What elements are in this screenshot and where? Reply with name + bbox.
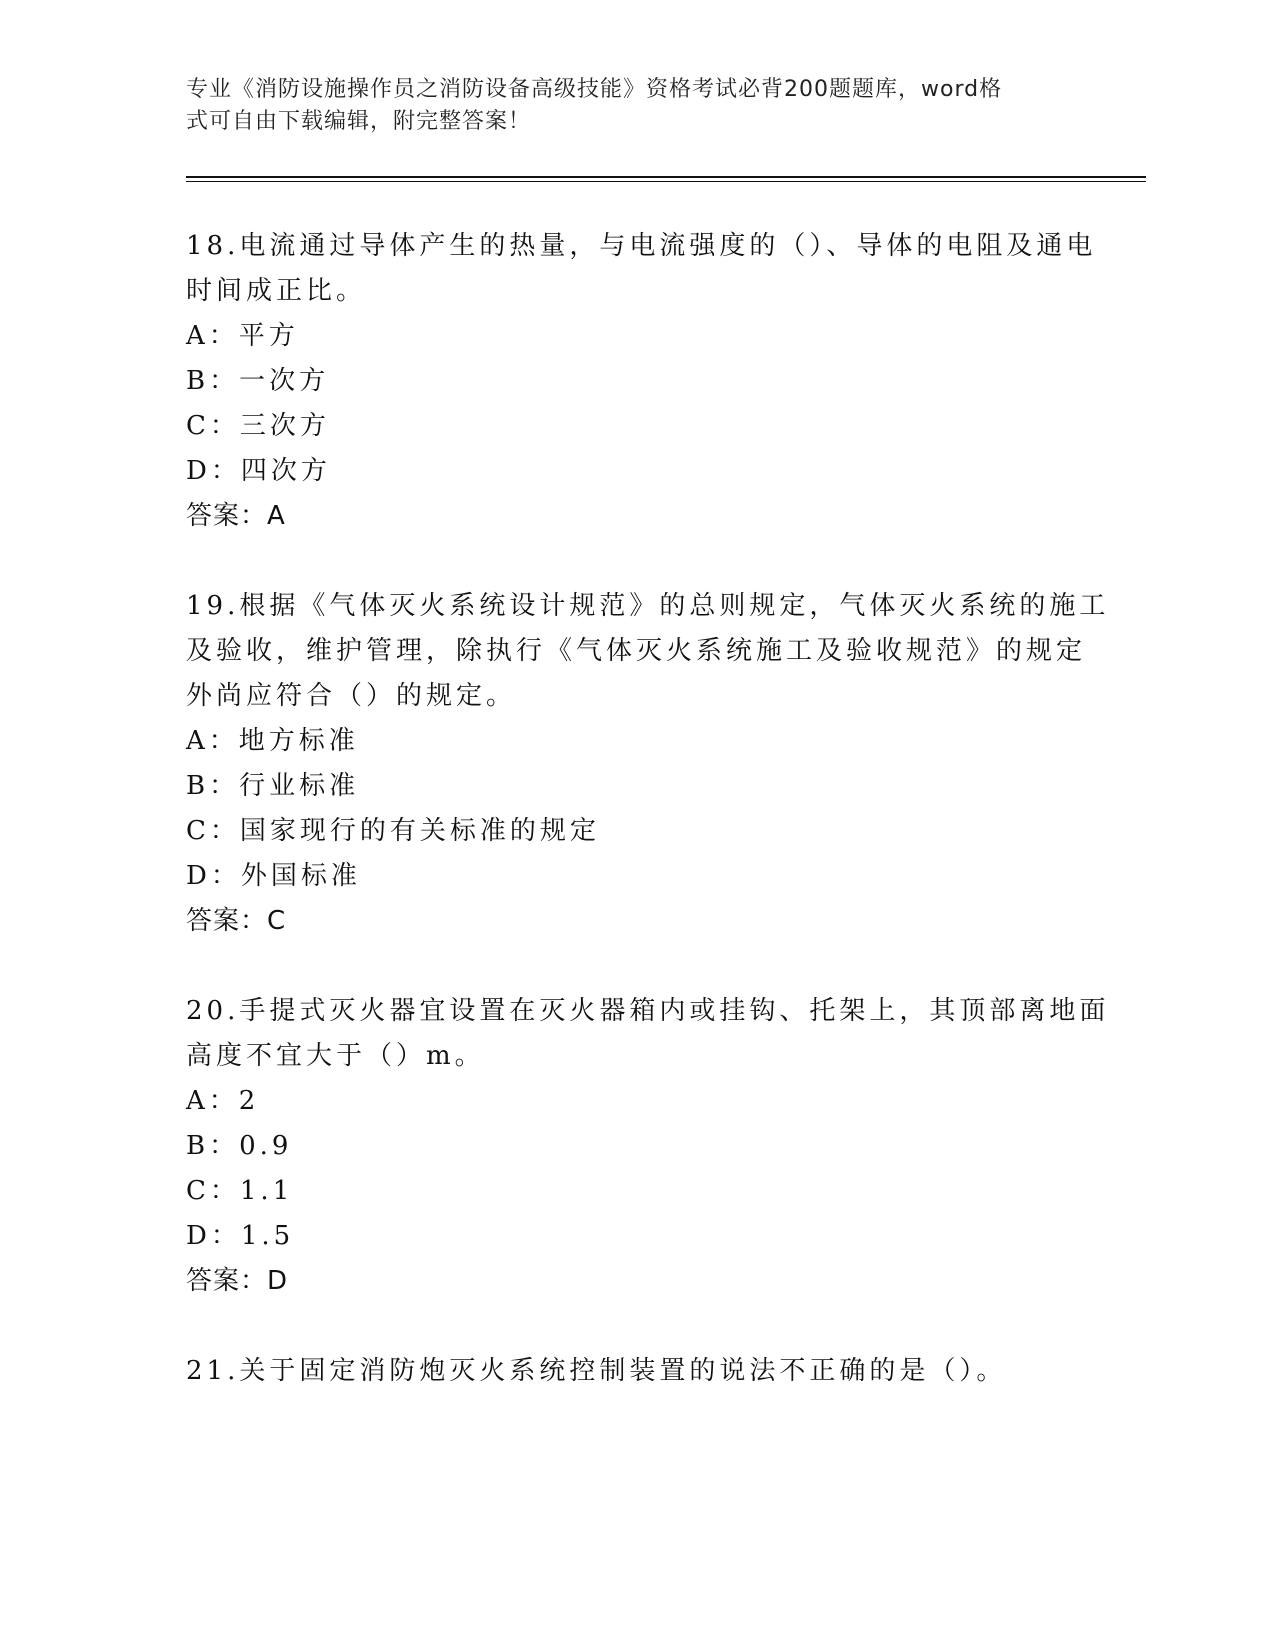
option-b: B：行业标准 [186,771,360,801]
option-c: C：国家现行的有关标准的规定 [186,816,600,846]
header-line: 式可自由下载编辑，附完整答案！ [186,109,532,134]
option-a: A：2 [186,1086,260,1116]
option-d: D：外国标准 [186,861,361,891]
option-a: A：地方标准 [186,726,359,756]
question-stem-line: 高度不宜大于（）m。 [186,1041,485,1071]
question-stem-line: 19.根据《气体灭火系统设计规范》的总则规定，气体灭火系统的施工 [186,591,1110,621]
option-d: D：四次方 [186,456,331,486]
question-stem-line: 18.电流通过导体产生的热量，与电流强度的（）、导体的电阻及通电 [186,231,1097,261]
option-a: A：平方 [186,321,299,351]
option-b: B：0.9 [186,1131,293,1161]
question-stem-line: 21.关于固定消防炮灭火系统控制装置的说法不正确的是（）。 [186,1356,1007,1386]
answer-label: 答案：A [186,501,286,531]
option-c: C：三次方 [186,411,330,441]
option-d: D：1.5 [186,1221,295,1251]
document-header [186,74,1066,138]
question-stem-line: 20.手提式灭火器宜设置在灭火器箱内或挂钩、托架上，其顶部离地面 [186,996,1110,1026]
question-stem-line: 外尚应符合（）的规定。 [186,681,517,711]
question-21 [186,1349,1086,1394]
question-19 [186,584,1110,944]
question-18 [186,224,1097,539]
option-c: C：1.1 [186,1176,294,1206]
question-20 [186,989,1110,1304]
answer-label: 答案：C [186,906,287,936]
answer-label: 答案：D [186,1266,289,1296]
question-stem-line: 及验收，维护管理，除执行《气体灭火系统施工及验收规范》的规定 [186,636,1087,666]
question-stem-line: 时间成正比。 [186,276,367,306]
header-divider [186,176,1146,182]
header-line: 专业《消防设施操作员之消防设备高级技能》资格考试必背200题题库，word格 [186,77,1003,102]
option-b: B：一次方 [186,366,330,396]
